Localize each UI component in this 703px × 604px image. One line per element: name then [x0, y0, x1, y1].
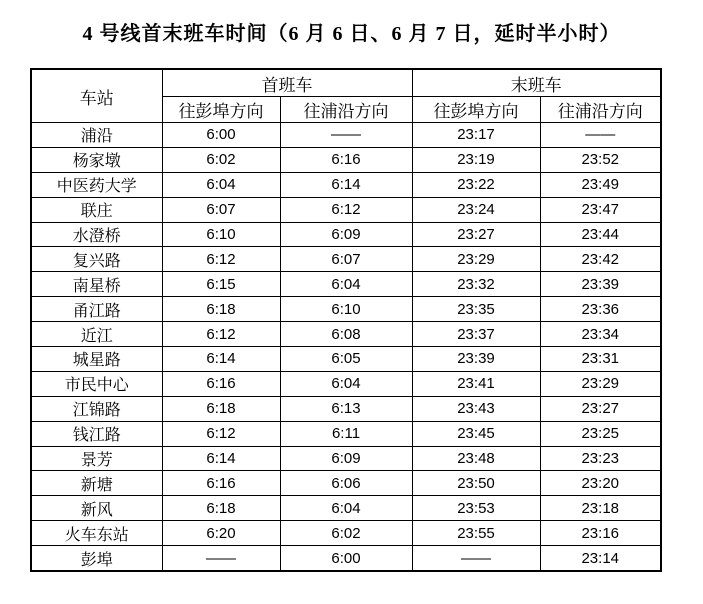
first-train-to-puyan-cell: 6:13 — [280, 396, 412, 421]
last-train-to-pengbu-cell: 23:22 — [412, 172, 540, 197]
last-train-to-puyan-cell: 23:25 — [540, 421, 661, 446]
last-train-to-puyan-cell: 23:34 — [540, 322, 661, 347]
table-row — [31, 172, 661, 197]
column-header-first-to-puyan: 往浦沿方向 — [280, 97, 412, 123]
last-train-to-pengbu-cell: 23:35 — [412, 297, 540, 322]
first-train-to-pengbu-cell: 6:18 — [162, 496, 280, 521]
first-train-to-puyan-cell: 6:02 — [280, 521, 412, 546]
last-train-to-pengbu-cell: 23:50 — [412, 471, 540, 496]
first-train-to-pengbu-cell: 6:16 — [162, 371, 280, 396]
table-row — [31, 123, 661, 148]
table-row — [31, 496, 661, 521]
last-train-to-puyan-cell: 23:20 — [540, 471, 661, 496]
first-train-to-puyan-cell: 6:08 — [280, 322, 412, 347]
station-name-cell: 浦沿 — [31, 123, 162, 148]
column-header-first-to-pengbu: 往彭埠方向 — [162, 97, 280, 123]
page-title: 4 号线首末班车时间（6 月 6 日、6 月 7 日，延时半小时） — [82, 23, 621, 45]
last-train-to-pengbu-cell: 23:27 — [412, 222, 540, 247]
first-train-to-puyan-cell: 6:06 — [280, 471, 412, 496]
last-train-to-pengbu-cell: —— — [412, 546, 540, 571]
last-train-to-puyan-cell: 23:47 — [540, 197, 661, 222]
station-name-cell: 火车东站 — [31, 521, 162, 546]
station-name-cell: 杨家墩 — [31, 147, 162, 172]
last-train-to-puyan-cell: 23:31 — [540, 347, 661, 372]
last-train-to-puyan-cell: 23:49 — [540, 172, 661, 197]
station-name-cell: 南星桥 — [31, 272, 162, 297]
first-train-to-puyan-cell: 6:11 — [280, 421, 412, 446]
first-train-to-pengbu-cell: 6:10 — [162, 222, 280, 247]
first-train-to-puyan-cell: 6:09 — [280, 446, 412, 471]
first-train-to-pengbu-cell: 6:02 — [162, 147, 280, 172]
last-train-to-puyan-cell: 23:27 — [540, 396, 661, 421]
column-header-last-to-puyan: 往浦沿方向 — [540, 97, 661, 123]
first-train-to-pengbu-cell: 6:14 — [162, 347, 280, 372]
first-train-to-pengbu-cell: 6:07 — [162, 197, 280, 222]
last-train-to-puyan-cell: 23:39 — [540, 272, 661, 297]
station-name-cell: 甬江路 — [31, 297, 162, 322]
station-name-cell: 近江 — [31, 322, 162, 347]
last-train-to-puyan-cell: —— — [540, 123, 661, 148]
station-name-cell: 联庄 — [31, 197, 162, 222]
table-row — [31, 147, 661, 172]
last-train-to-pengbu-cell: 23:48 — [412, 446, 540, 471]
table-row — [31, 446, 661, 471]
last-train-to-puyan-cell: 23:18 — [540, 496, 661, 521]
last-train-to-puyan-cell: 23:36 — [540, 297, 661, 322]
first-train-to-pengbu-cell: 6:16 — [162, 471, 280, 496]
table-row — [31, 247, 661, 272]
last-train-to-pengbu-cell: 23:55 — [412, 521, 540, 546]
last-train-to-pengbu-cell: 23:17 — [412, 123, 540, 148]
first-train-to-puyan-cell: 6:16 — [280, 147, 412, 172]
station-name-cell: 市民中心 — [31, 371, 162, 396]
last-train-to-pengbu-cell: 23:53 — [412, 496, 540, 521]
station-name-cell: 复兴路 — [31, 247, 162, 272]
first-train-to-puyan-cell: 6:10 — [280, 297, 412, 322]
column-group-last-train: 末班车 — [412, 69, 661, 97]
station-name-cell: 新风 — [31, 496, 162, 521]
station-name-cell: 景芳 — [31, 446, 162, 471]
table-row — [31, 347, 661, 372]
station-name-cell: 中医药大学 — [31, 172, 162, 197]
table-row — [31, 546, 661, 571]
table-row — [31, 421, 661, 446]
first-train-to-puyan-cell: 6:12 — [280, 197, 412, 222]
first-train-to-puyan-cell: 6:14 — [280, 172, 412, 197]
first-train-to-pengbu-cell: 6:12 — [162, 247, 280, 272]
last-train-to-puyan-cell: 23:42 — [540, 247, 661, 272]
table-row — [31, 197, 661, 222]
first-train-to-puyan-cell: 6:07 — [280, 247, 412, 272]
first-train-to-pengbu-cell: 6:14 — [162, 446, 280, 471]
last-train-to-puyan-cell: 23:29 — [540, 371, 661, 396]
station-name-cell: 彭埠 — [31, 546, 162, 571]
last-train-to-pengbu-cell: 23:37 — [412, 322, 540, 347]
last-train-to-pengbu-cell: 23:39 — [412, 347, 540, 372]
column-header-last-to-pengbu: 往彭埠方向 — [412, 97, 540, 123]
station-name-cell: 新塘 — [31, 471, 162, 496]
first-train-to-pengbu-cell: —— — [162, 546, 280, 571]
last-train-to-puyan-cell: 23:16 — [540, 521, 661, 546]
last-train-to-puyan-cell: 23:23 — [540, 446, 661, 471]
first-train-to-pengbu-cell: 6:12 — [162, 421, 280, 446]
first-train-to-pengbu-cell: 6:20 — [162, 521, 280, 546]
last-train-to-puyan-cell: 23:14 — [540, 546, 661, 571]
table-row — [31, 222, 661, 247]
last-train-to-pengbu-cell: 23:19 — [412, 147, 540, 172]
first-train-to-pengbu-cell: 6:00 — [162, 123, 280, 148]
table-row — [31, 396, 661, 421]
column-header-station: 车站 — [31, 69, 162, 123]
first-train-to-pengbu-cell: 6:18 — [162, 396, 280, 421]
header-group-row — [31, 69, 661, 97]
last-train-to-pengbu-cell: 23:45 — [412, 421, 540, 446]
last-train-to-pengbu-cell: 23:24 — [412, 197, 540, 222]
last-train-to-pengbu-cell: 23:43 — [412, 396, 540, 421]
last-train-to-puyan-cell: 23:44 — [540, 222, 661, 247]
station-name-cell: 钱江路 — [31, 421, 162, 446]
table-row — [31, 272, 661, 297]
last-train-to-pengbu-cell: 23:41 — [412, 371, 540, 396]
first-train-to-puyan-cell: 6:00 — [280, 546, 412, 571]
station-name-cell: 城星路 — [31, 347, 162, 372]
timetable-body — [31, 123, 661, 572]
table-row — [31, 521, 661, 546]
station-name-cell: 水澄桥 — [31, 222, 162, 247]
first-train-to-pengbu-cell: 6:04 — [162, 172, 280, 197]
last-train-to-pengbu-cell: 23:29 — [412, 247, 540, 272]
table-row — [31, 471, 661, 496]
table-row — [31, 371, 661, 396]
first-train-to-puyan-cell: 6:04 — [280, 496, 412, 521]
station-name-cell: 江锦路 — [31, 396, 162, 421]
last-train-to-puyan-cell: 23:52 — [540, 147, 661, 172]
train-timetable — [30, 68, 662, 572]
first-train-to-pengbu-cell: 6:18 — [162, 297, 280, 322]
first-train-to-puyan-cell: 6:04 — [280, 272, 412, 297]
first-train-to-puyan-cell: 6:09 — [280, 222, 412, 247]
first-train-to-puyan-cell: 6:05 — [280, 347, 412, 372]
column-group-first-train: 首班车 — [162, 69, 412, 97]
table-row — [31, 297, 661, 322]
table-row — [31, 322, 661, 347]
last-train-to-pengbu-cell: 23:32 — [412, 272, 540, 297]
first-train-to-pengbu-cell: 6:15 — [162, 272, 280, 297]
first-train-to-puyan-cell: 6:04 — [280, 371, 412, 396]
first-train-to-pengbu-cell: 6:12 — [162, 322, 280, 347]
first-train-to-puyan-cell: —— — [280, 123, 412, 148]
